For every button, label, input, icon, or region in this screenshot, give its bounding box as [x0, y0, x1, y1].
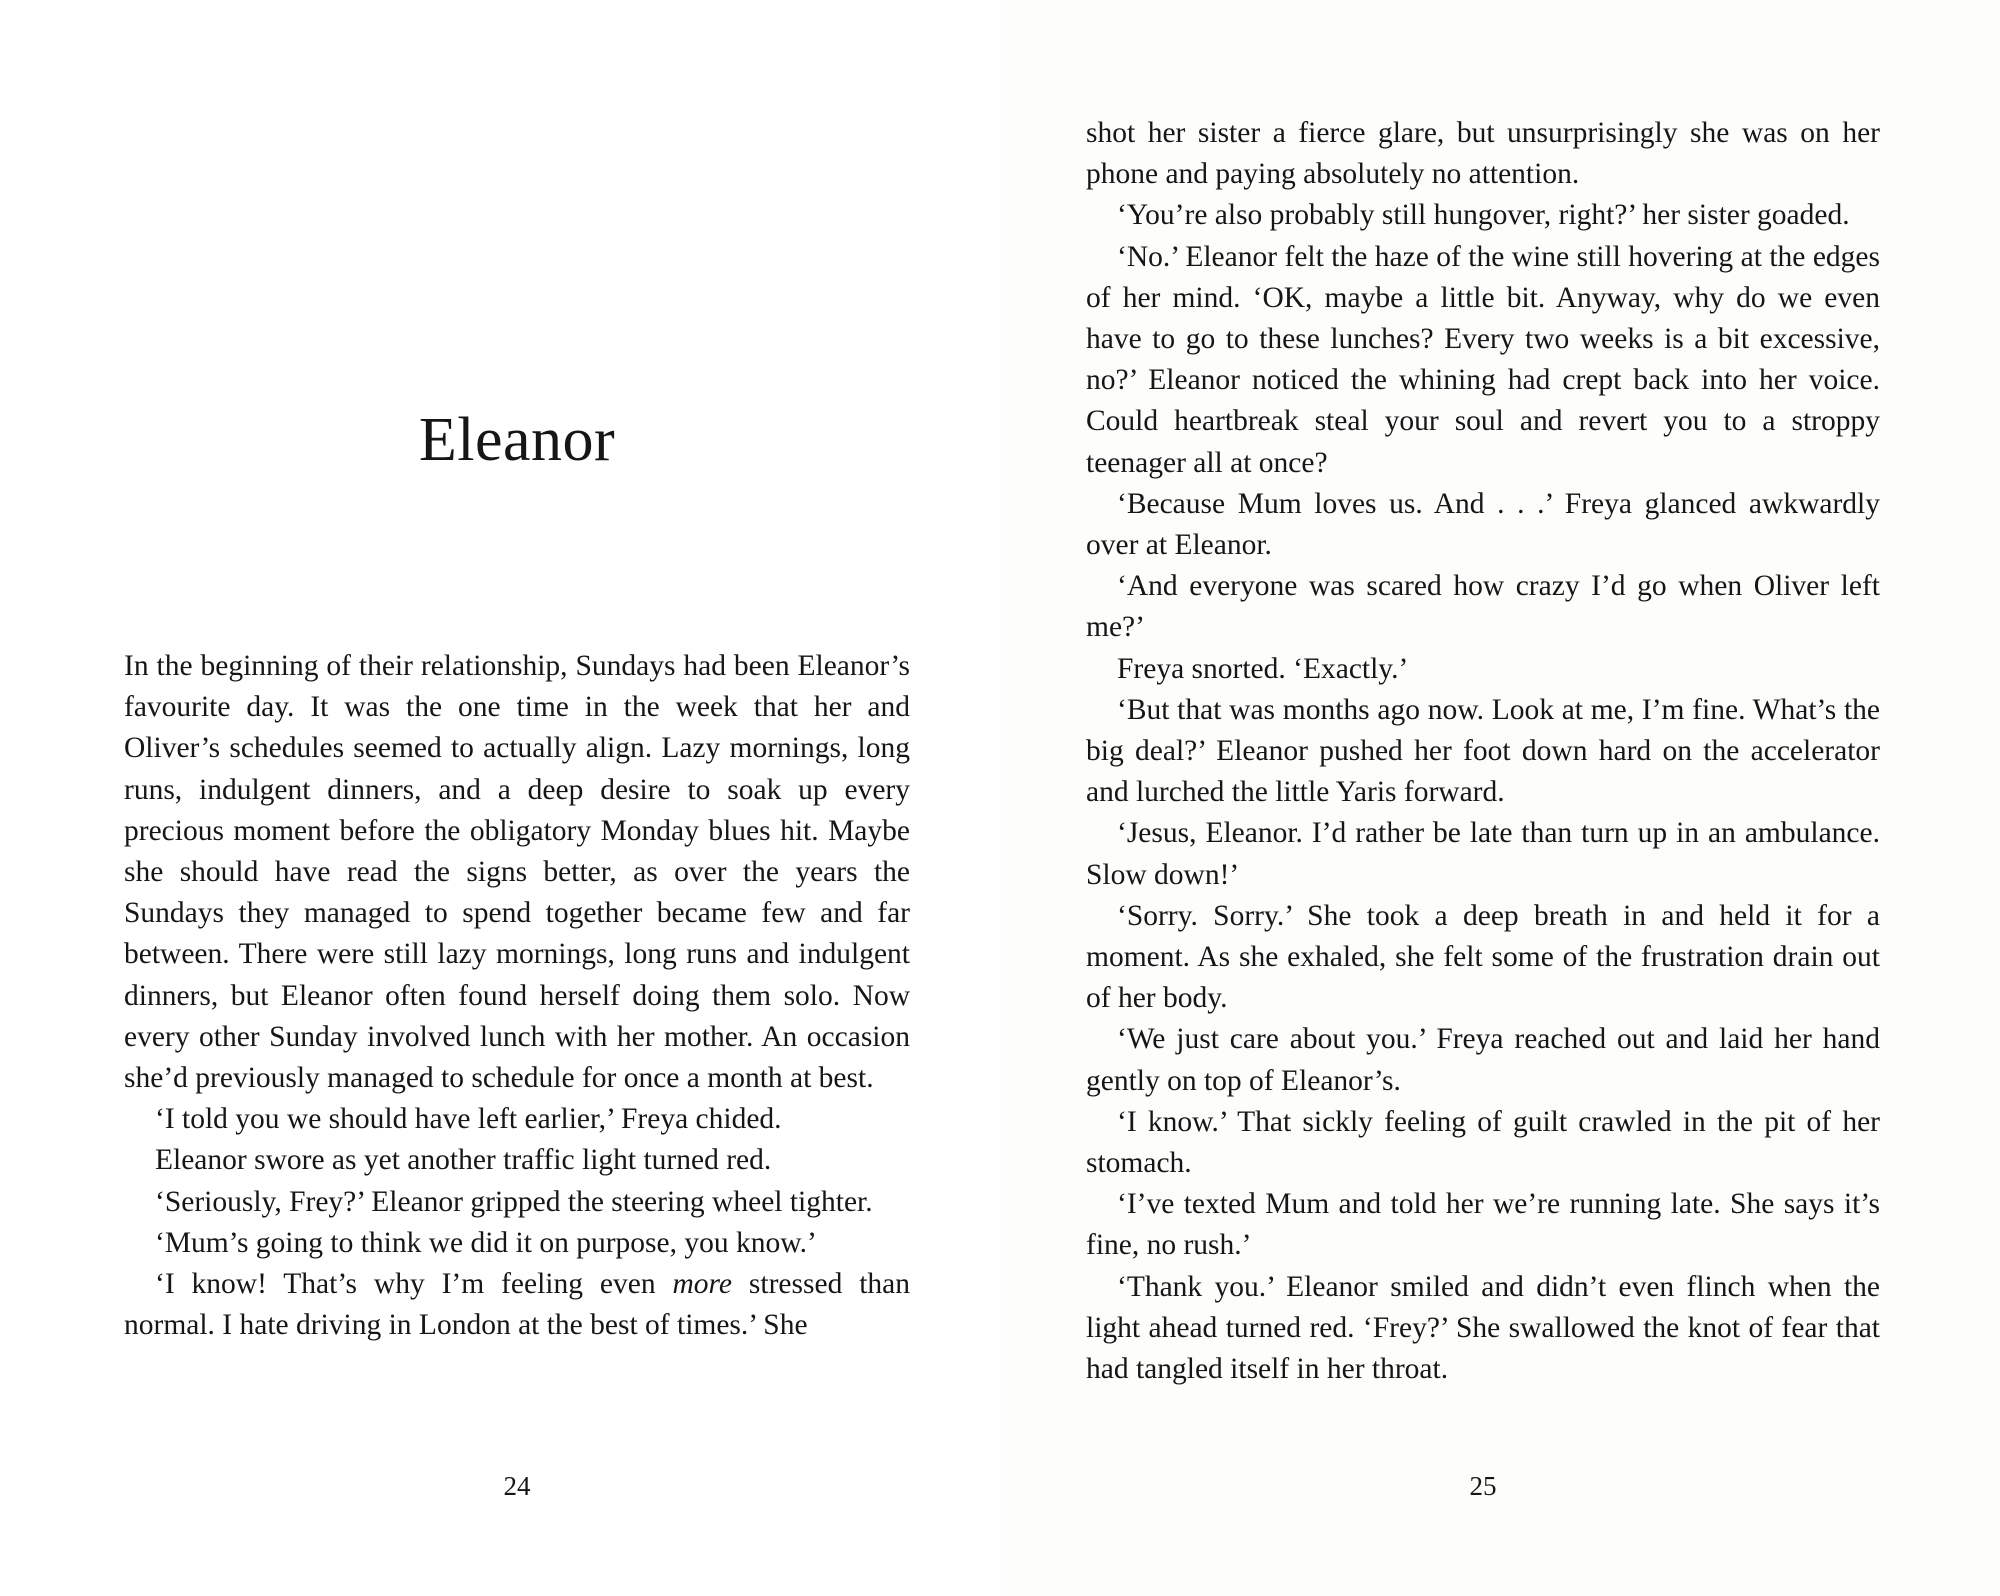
paragraph-text: ‘I know! That’s why I’m feeling even	[155, 1268, 673, 1301]
page-number: 25	[1469, 1471, 1497, 1501]
paragraph: Eleanor swore as yet another traffic light turned red.	[155, 1144, 772, 1177]
emphasized-word: more	[672, 1268, 733, 1301]
paragraph: ‘Thank you.’ Eleanor smiled and didn’t even flinch when the light ahead turned red. ‘Frey?’ She swallowed the knot of fear that had tangled itself in her throat.	[1086, 1270, 1880, 1386]
paragraph: Freya snorted. ‘Exactly.’	[1117, 652, 1409, 685]
paragraph: ‘You’re also probably still hungover, right?’ her sister goaded.	[1117, 199, 1850, 232]
left-page-body	[124, 646, 910, 1346]
paragraph: ‘Seriously, Frey?’ Eleanor gripped the steering wheel tighter.	[155, 1185, 873, 1218]
right-page-body	[1086, 113, 1880, 1390]
paragraph: ‘I know.’ That sickly feeling of guilt crawled in the pit of her stomach.	[1086, 1105, 1880, 1180]
paragraph: ‘Because Mum loves us. And . . .’ Freya glanced awkwardly over at Eleanor.	[1086, 487, 1880, 562]
paragraph: ‘Jesus, Eleanor. I’d rather be late than turn up in an ambulance. Slow down!’	[1086, 817, 1880, 891]
right-page	[1000, 0, 2000, 1596]
chapter-title: Eleanor	[418, 406, 616, 474]
paragraph: ‘Sorry. Sorry.’ She took a deep breath in and held it for a moment. As she exhaled, she felt some of the frustration drain out of her body.	[1086, 899, 1880, 1015]
paragraph: ‘I’ve texted Mum and told her we’re running late. She says it’s fine, no rush.’	[1086, 1188, 1880, 1262]
paragraph: ‘And everyone was scared how crazy I’d go when Oliver left me?’	[1086, 570, 1880, 644]
paragraph: ‘Mum’s going to think we did it on purpose, you know.’	[155, 1226, 817, 1259]
paragraph: ‘We just care about you.’ Freya reached out and laid her hand gently on top of Eleanor’s.	[1086, 1023, 1880, 1097]
paragraph: In the beginning of their relationship, Sundays had been Eleanor’s favourite day. It was the one time in the week that her and Oliver’s schedules seemed to actually align. Lazy mornings, long runs, indulgent dinners, and a deep desire to soak up every precious moment before the obligatory Monday blues hit. Maybe she should have read the signs better, as over the years the Sundays they managed to spend together became few and far between. There were still lazy mornings, long runs and indulgent dinners, but Eleanor often found herself doing them solo. Now every other Sunday involved lunch with her mother. An occasion she’d previously managed to schedule for once a month at best.	[124, 650, 910, 1095]
paragraph: shot her sister a fierce glare, but unsurprisingly she was on her phone and paying absolutely no attention.	[1086, 117, 1880, 191]
page-number: 24	[503, 1471, 531, 1501]
paragraph: ‘No.’ Eleanor felt the haze of the wine still hovering at the edges of her mind. ‘OK, maybe a little bit. Anyway, why do we even have to go to these lunches? Every two weeks is a bit excessive, no?’ Eleanor noticed the whining had crept back into her voice. Could heartbreak steal your soul and revert you to a stroppy teenager all at once?	[1086, 240, 1880, 479]
paragraph-text: stressed than normal. I hate driving in London at the best of times.’ She	[124, 1268, 911, 1342]
paragraph: ‘But that was months ago now. Look at me, I’m fine. What’s the big deal?’ Eleanor pushed her foot down hard on the accelerator and lurched the little Yaris forward.	[1086, 693, 1880, 809]
paragraph: ‘I told you we should have left earlier,’ Freya chided.	[155, 1103, 782, 1136]
paragraph-with-emphasis	[124, 1264, 910, 1346]
